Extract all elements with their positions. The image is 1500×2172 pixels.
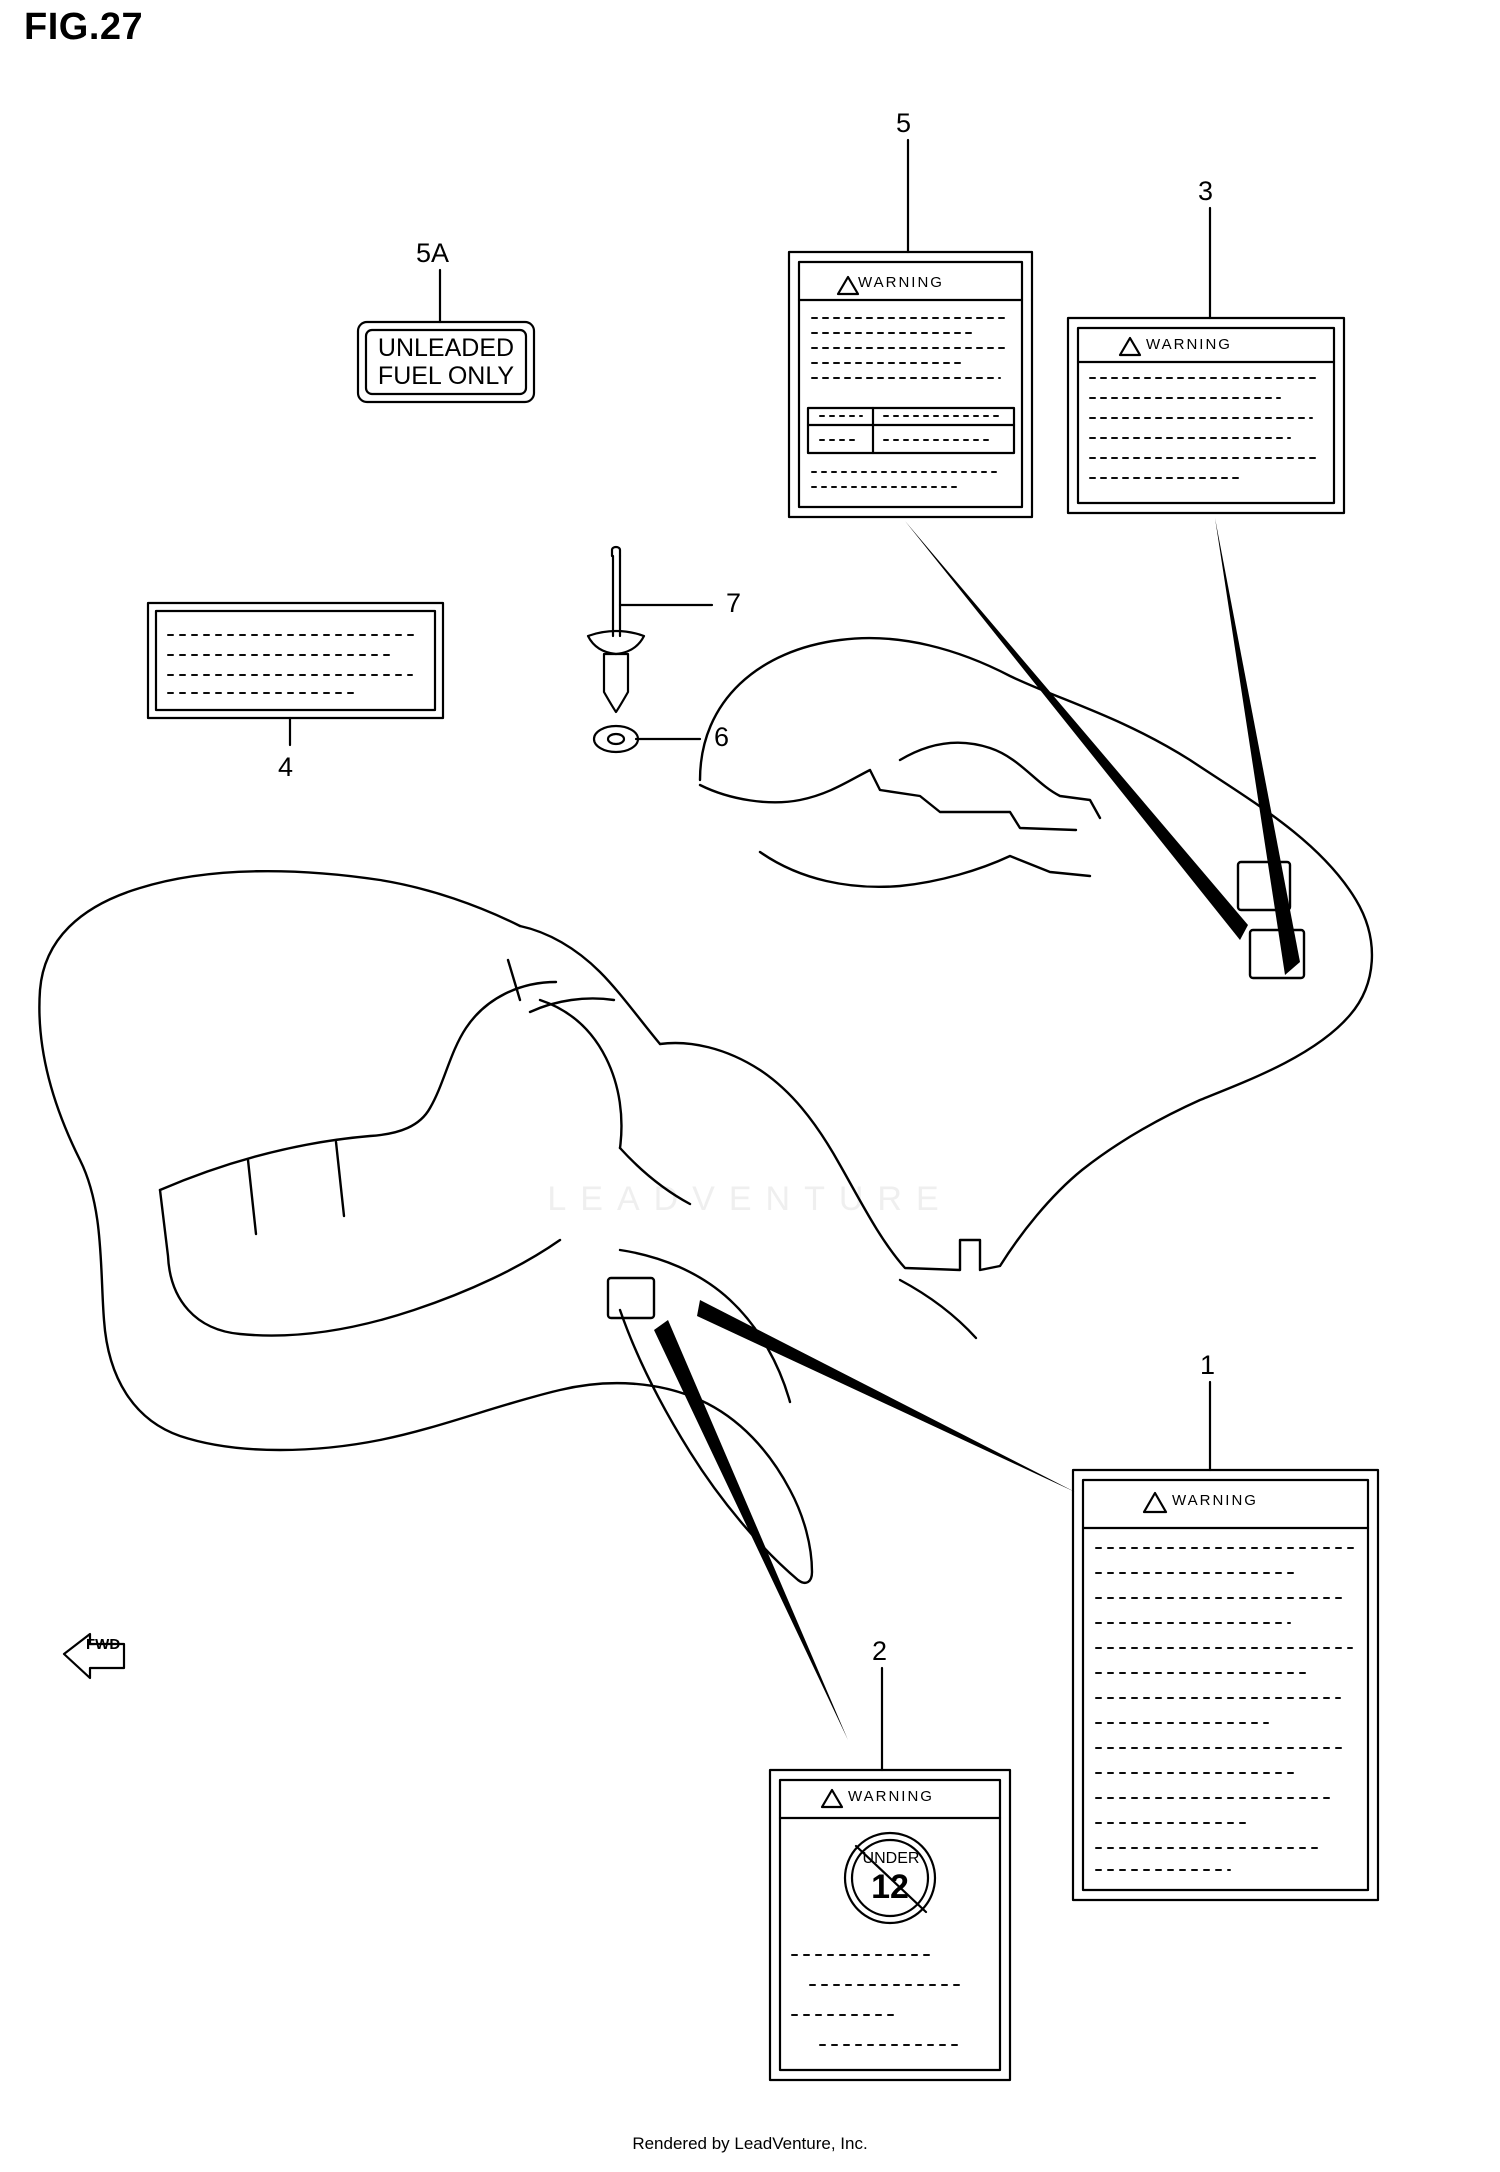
- part-7-tip: [604, 654, 628, 712]
- warning-word-label-2: WARNING: [848, 1788, 934, 1805]
- footer-credit: Rendered by LeadVenture, Inc.: [632, 2134, 868, 2153]
- label-2-warning-triangle: [822, 1790, 842, 1807]
- label-5-warning-triangle: [838, 277, 858, 294]
- callout-7: 7: [726, 588, 742, 618]
- callout-2: 2: [872, 1636, 888, 1666]
- label-4-inner: [156, 611, 435, 710]
- page-title: FIG.27: [24, 6, 144, 48]
- pointer-wedge-2: [654, 1320, 848, 1740]
- callout-3: 3: [1198, 176, 1214, 206]
- callout-1: 1: [1200, 1350, 1216, 1380]
- pointer-wedge-5: [905, 521, 1248, 940]
- warning-word-label-5: WARNING: [858, 274, 944, 291]
- part-7-head: [612, 547, 620, 556]
- label-5-outer: [789, 252, 1032, 517]
- warning-word-label-1: WARNING: [1172, 1492, 1258, 1509]
- part-7-flange: [588, 631, 644, 654]
- pointer-wedge-1: [697, 1300, 1075, 1492]
- label-5-inner: [799, 262, 1022, 507]
- label-3-warning-triangle: [1120, 338, 1140, 355]
- label-1-warning-triangle: [1144, 1493, 1166, 1512]
- label-4-outer: [148, 603, 443, 718]
- label-1-inner: [1083, 1480, 1368, 1890]
- unleaded-fuel-only-line1: UNLEADED: [377, 334, 515, 362]
- label-1-outer: [1073, 1470, 1378, 1900]
- part-6-hole: [608, 734, 624, 744]
- body-fender-outline: [39, 638, 1372, 1583]
- fwd-marker-text: FWD: [86, 1636, 121, 1653]
- callout-6: 6: [714, 722, 730, 752]
- part-6-outer: [594, 726, 638, 752]
- warning-word-label-3: WARNING: [1146, 336, 1232, 353]
- unleaded-fuel-only-line2: FUEL ONLY: [377, 362, 515, 390]
- label-3-inner: [1078, 328, 1334, 503]
- watermark: LEADVENTURE: [547, 1180, 953, 1218]
- label-2-inner: [780, 1780, 1000, 2070]
- callout-5: 5: [896, 108, 912, 138]
- under-12-top-text: UNDER: [862, 1850, 920, 1867]
- label-2-outer: [770, 1770, 1010, 2080]
- callout-5a: 5A: [416, 238, 450, 268]
- under-12-bottom-text: 12: [871, 1868, 909, 1906]
- label-5-table: [808, 408, 1014, 453]
- callout-4: 4: [278, 752, 294, 782]
